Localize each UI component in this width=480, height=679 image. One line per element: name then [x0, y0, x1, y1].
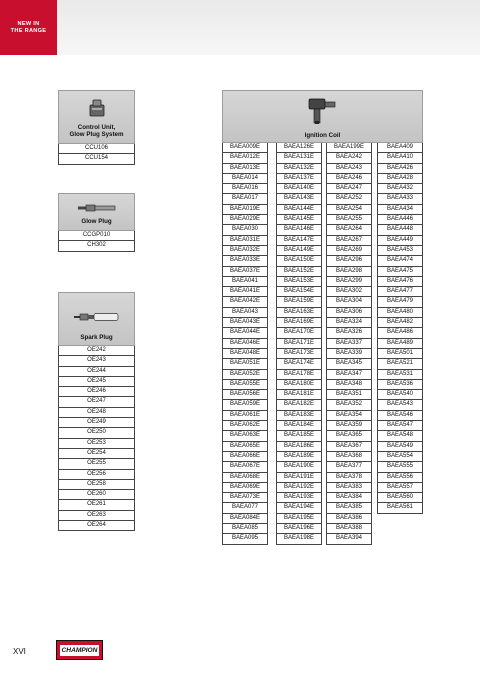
part-number-cell: BAEA410 — [377, 153, 423, 163]
part-number-cell: BAEA385 — [326, 503, 372, 513]
part-number-cell: BAEA304 — [326, 297, 372, 307]
part-number-cell: CCU106 — [58, 144, 135, 154]
part-number-cell: BAEA531 — [377, 370, 423, 380]
part-number-cell: BAEA377 — [326, 462, 372, 472]
part-number-cell: BAEA190E — [276, 462, 322, 472]
part-number-cell: OE263 — [58, 511, 135, 521]
glow-plug-icon — [77, 203, 117, 213]
part-number-cell: BAEA426 — [377, 164, 423, 174]
part-number-cell: BAEA178E — [276, 370, 322, 380]
part-number-cell: OE246 — [58, 387, 135, 397]
part-number-cell: CH302 — [58, 241, 135, 251]
spark-list — [58, 346, 135, 531]
ccu-header — [58, 90, 135, 144]
glow-panel — [58, 193, 135, 252]
part-number-cell: BAEA051E — [222, 359, 268, 369]
ccu-panel — [58, 90, 135, 165]
part-number-cell: OE244 — [58, 367, 135, 377]
part-number-cell: BAEA154E — [276, 287, 322, 297]
part-number-cell: BAEA554 — [377, 452, 423, 462]
part-number-cell: BAEA067E — [222, 462, 268, 472]
part-number-cell: BAEA192E — [276, 483, 322, 493]
part-number-cell: BAEA095 — [222, 534, 268, 544]
part-number-cell: BAEA449 — [377, 236, 423, 246]
part-number-cell: BAEA347 — [326, 370, 372, 380]
part-number-cell: OE242 — [58, 346, 135, 356]
part-number-cell: BAEA044E — [222, 328, 268, 338]
part-number-cell: BAEA171E — [276, 339, 322, 349]
part-number-cell: BAEA409 — [377, 143, 423, 153]
ignition-header — [222, 90, 423, 143]
part-number-cell: BAEA065E — [222, 442, 268, 452]
new-in-range-badge — [0, 0, 57, 55]
part-number-cell: BAEA149E — [276, 246, 322, 256]
part-number-cell: BAEA252 — [326, 194, 372, 204]
part-number-cell: BAEA055E — [222, 380, 268, 390]
part-number-cell: BAEA548 — [377, 431, 423, 441]
top-banner — [0, 0, 480, 55]
part-number-cell: BAEA037E — [222, 267, 268, 277]
part-number-cell: BAEA345 — [326, 359, 372, 369]
part-number-cell: BAEA146E — [276, 225, 322, 235]
part-number-cell: BAEA269 — [326, 246, 372, 256]
spark-panel — [58, 292, 135, 531]
part-number-cell: BAEA296 — [326, 256, 372, 266]
part-number-cell: BAEA144E — [276, 205, 322, 215]
part-number-cell: BAEA299 — [326, 277, 372, 287]
part-number-cell: BAEA126E — [276, 143, 322, 153]
part-number-cell: BAEA145E — [276, 215, 322, 225]
part-number-cell: BAEA536 — [377, 380, 423, 390]
part-number-cell: BAEA046E — [222, 339, 268, 349]
part-number-cell: BAEA388 — [326, 524, 372, 534]
part-number-cell: BAEA448 — [377, 225, 423, 235]
part-number-cell: BAEA547 — [377, 421, 423, 431]
part-number-cell: BAEA540 — [377, 390, 423, 400]
part-number-cell: OE260 — [58, 490, 135, 500]
part-number-cell: BAEA378 — [326, 473, 372, 483]
part-number-cell: BAEA255 — [326, 215, 372, 225]
part-number-cell: BAEA017 — [222, 194, 268, 204]
part-number-cell: CCGP010 — [58, 231, 135, 241]
part-number-cell: BAEA560 — [377, 493, 423, 503]
part-number-cell: BAEA137E — [276, 174, 322, 184]
part-number-cell: BAEA267 — [326, 236, 372, 246]
ignition-column-2 — [276, 143, 322, 545]
spark-header — [58, 292, 135, 346]
part-number-cell: BAEA061E — [222, 411, 268, 421]
part-number-cell: BAEA019E — [222, 205, 268, 215]
part-number-cell: BAEA173E — [276, 349, 322, 359]
part-number-cell: BAEA014 — [222, 174, 268, 184]
glow-header — [58, 193, 135, 231]
part-number-cell: BAEA052E — [222, 370, 268, 380]
part-number-cell: OE254 — [58, 449, 135, 459]
ccu-title-2: Glow Plug System — [69, 131, 124, 138]
page-number: XVI — [13, 647, 26, 656]
part-number-cell: BAEA163E — [276, 308, 322, 318]
part-number-cell: BAEA394 — [326, 534, 372, 544]
part-number-cell: BAEA068E — [222, 473, 268, 483]
part-number-cell: BAEA069E — [222, 483, 268, 493]
part-number-cell: BAEA326 — [326, 328, 372, 338]
part-number-cell: BAEA477 — [377, 287, 423, 297]
part-number-cell: BAEA150E — [276, 256, 322, 266]
part-number-cell: BAEA247 — [326, 184, 372, 194]
champion-logo-text: CHAMPION — [61, 646, 98, 654]
part-number-cell: BAEA246 — [326, 174, 372, 184]
part-number-cell: BAEA195E — [276, 514, 322, 524]
part-number-cell: BAEA254 — [326, 205, 372, 215]
badge-line-1: NEW IN — [17, 20, 40, 27]
part-number-cell: BAEA153E — [276, 277, 322, 287]
part-number-cell: BAEA152E — [276, 267, 322, 277]
spark-plug-icon — [73, 311, 121, 323]
ignition-column-4 — [377, 143, 423, 514]
part-number-cell: BAEA453 — [377, 246, 423, 256]
part-number-cell: BAEA033E — [222, 256, 268, 266]
part-number-cell: BAEA183E — [276, 411, 322, 421]
glow-title: Glow Plug — [81, 218, 112, 225]
part-number-cell: BAEA013E — [222, 164, 268, 174]
part-number-cell: BAEA434 — [377, 205, 423, 215]
part-number-cell: OE247 — [58, 397, 135, 407]
part-number-cell: BAEA386 — [326, 514, 372, 524]
badge-line-2: THE RANGE — [10, 27, 47, 34]
part-number-cell: BAEA181E — [276, 390, 322, 400]
part-number-cell: BAEA169E — [276, 318, 322, 328]
part-number-cell: BAEA009E — [222, 143, 268, 153]
part-number-cell: BAEA194E — [276, 503, 322, 513]
part-number-cell: OE249 — [58, 418, 135, 428]
part-number-cell: BAEA359 — [326, 421, 372, 431]
part-number-cell: BAEA043E — [222, 318, 268, 328]
part-number-cell: BAEA191E — [276, 473, 322, 483]
part-number-cell: BAEA354 — [326, 411, 372, 421]
part-number-cell: BAEA180E — [276, 380, 322, 390]
part-number-cell: BAEA186E — [276, 442, 322, 452]
part-number-cell: BAEA048E — [222, 349, 268, 359]
part-number-cell: BAEA041E — [222, 287, 268, 297]
control-unit-icon — [88, 98, 106, 118]
part-number-cell: BAEA131E — [276, 153, 322, 163]
part-number-cell: OE243 — [58, 356, 135, 366]
part-number-cell: BAEA383 — [326, 483, 372, 493]
part-number-cell: BAEA198E — [276, 534, 322, 544]
part-number-cell: BAEA042E — [222, 297, 268, 307]
part-number-cell: BAEA193E — [276, 493, 322, 503]
part-number-cell: BAEA367 — [326, 442, 372, 452]
part-number-cell: BAEA555 — [377, 462, 423, 472]
part-number-cell: BAEA147E — [276, 236, 322, 246]
ignition-column-1 — [222, 143, 268, 545]
part-number-cell: BAEA059E — [222, 400, 268, 410]
part-number-cell: BAEA016 — [222, 184, 268, 194]
part-number-cell: BAEA264 — [326, 225, 372, 235]
part-number-cell: BAEA365 — [326, 431, 372, 441]
part-number-cell: OE255 — [58, 459, 135, 469]
part-number-cell: BAEA556 — [377, 473, 423, 483]
part-number-cell: BAEA348 — [326, 380, 372, 390]
part-number-cell: BAEA199E — [326, 143, 372, 153]
part-number-cell: BAEA032E — [222, 246, 268, 256]
part-number-cell: CCU154 — [58, 154, 135, 164]
part-number-cell: BAEA196E — [276, 524, 322, 534]
ccu-list — [58, 144, 135, 165]
part-number-cell: BAEA182E — [276, 400, 322, 410]
part-number-cell: OE264 — [58, 521, 135, 531]
part-number-cell: OE245 — [58, 377, 135, 387]
part-number-cell: BAEA543 — [377, 400, 423, 410]
part-number-cell: BAEA041 — [222, 277, 268, 287]
part-number-cell: BAEA185E — [276, 431, 322, 441]
part-number-cell: BAEA557 — [377, 483, 423, 493]
part-number-cell: BAEA132E — [276, 164, 322, 174]
part-number-cell: BAEA428 — [377, 174, 423, 184]
part-number-cell: BAEA140E — [276, 184, 322, 194]
part-number-cell: BAEA561 — [377, 503, 423, 513]
part-number-cell: BAEA056E — [222, 390, 268, 400]
part-number-cell: BAEA549 — [377, 442, 423, 452]
part-number-cell: BAEA085 — [222, 524, 268, 534]
glow-list — [58, 231, 135, 252]
part-number-cell: BAEA479 — [377, 297, 423, 307]
part-number-cell: BAEA031E — [222, 236, 268, 246]
part-number-cell: BAEA324 — [326, 318, 372, 328]
part-number-cell: BAEA480 — [377, 308, 423, 318]
part-number-cell: OE258 — [58, 480, 135, 490]
part-number-cell: BAEA159E — [276, 297, 322, 307]
part-number-cell: OE248 — [58, 408, 135, 418]
champion-logo — [56, 640, 103, 660]
part-number-cell: BAEA184E — [276, 421, 322, 431]
part-number-cell: BAEA063E — [222, 431, 268, 441]
part-number-cell: BAEA030 — [222, 225, 268, 235]
part-number-cell: OE256 — [58, 470, 135, 480]
part-number-cell: BAEA143E — [276, 194, 322, 204]
part-number-cell: BAEA298 — [326, 267, 372, 277]
part-number-cell: BAEA432 — [377, 184, 423, 194]
part-number-cell: BAEA302 — [326, 287, 372, 297]
part-number-cell: BAEA475 — [377, 267, 423, 277]
part-number-cell: BAEA337 — [326, 339, 372, 349]
part-number-cell: OE253 — [58, 439, 135, 449]
part-number-cell: BAEA351 — [326, 390, 372, 400]
part-number-cell: BAEA501 — [377, 349, 423, 359]
part-number-cell: BAEA482 — [377, 318, 423, 328]
ignition-column-3 — [326, 143, 372, 545]
ignition-title: Ignition Coil — [304, 132, 341, 139]
part-number-cell: BAEA384 — [326, 493, 372, 503]
ccu-title-1: Control Unit, — [77, 124, 116, 131]
part-number-cell: BAEA489 — [377, 339, 423, 349]
part-number-cell: BAEA486 — [377, 328, 423, 338]
part-number-cell: OE261 — [58, 500, 135, 510]
part-number-cell: BAEA352 — [326, 400, 372, 410]
part-number-cell: BAEA084E — [222, 514, 268, 524]
part-number-cell: BAEA446 — [377, 215, 423, 225]
ignition-coil-icon — [305, 97, 341, 125]
part-number-cell: BAEA243 — [326, 164, 372, 174]
part-number-cell: BAEA043 — [222, 308, 268, 318]
part-number-cell: BAEA077 — [222, 503, 268, 513]
part-number-cell: OE250 — [58, 428, 135, 438]
part-number-cell: BAEA073E — [222, 493, 268, 503]
part-number-cell: BAEA306 — [326, 308, 372, 318]
ignition-panel — [222, 90, 423, 542]
part-number-cell: BAEA066E — [222, 452, 268, 462]
part-number-cell: BAEA476 — [377, 277, 423, 287]
part-number-cell: BAEA062E — [222, 421, 268, 431]
part-number-cell: BAEA339 — [326, 349, 372, 359]
part-number-cell: BAEA029E — [222, 215, 268, 225]
part-number-cell: BAEA521 — [377, 359, 423, 369]
part-number-cell: BAEA546 — [377, 411, 423, 421]
part-number-cell: BAEA170E — [276, 328, 322, 338]
part-number-cell: BAEA368 — [326, 452, 372, 462]
part-number-cell: BAEA242 — [326, 153, 372, 163]
part-number-cell: BAEA012E — [222, 153, 268, 163]
spark-title: Spark Plug — [80, 334, 113, 341]
part-number-cell: BAEA189E — [276, 452, 322, 462]
part-number-cell: BAEA474 — [377, 256, 423, 266]
part-number-cell: BAEA174E — [276, 359, 322, 369]
part-number-cell: BAEA433 — [377, 194, 423, 204]
